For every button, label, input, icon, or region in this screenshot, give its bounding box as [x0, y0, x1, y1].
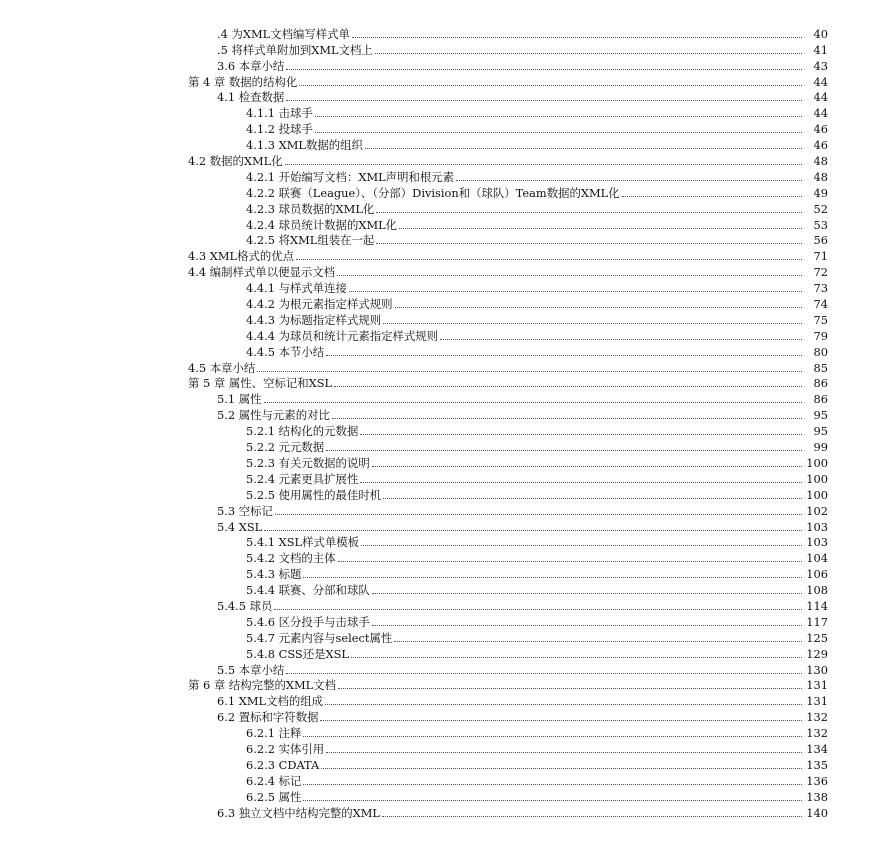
dot-leader — [334, 386, 802, 387]
toc-entry-page-number: 43 — [813, 58, 828, 73]
toc-entry — [0, 184, 870, 200]
toc-entry — [0, 740, 870, 756]
dot-leader — [315, 132, 802, 133]
toc-entry — [0, 597, 870, 613]
toc-entry — [0, 136, 870, 152]
dot-leader — [303, 736, 802, 737]
toc-entry-title: 6.3 独立文档中结构完整的XML — [217, 805, 380, 820]
toc-entry-title: 5.2.2 元元数据 — [246, 440, 325, 455]
toc-entry-page-number: 48 — [813, 169, 828, 184]
dot-leader — [622, 196, 802, 197]
dot-leader — [399, 228, 802, 229]
dot-leader — [383, 498, 802, 499]
dot-leader — [382, 816, 802, 817]
toc-entry — [0, 311, 870, 327]
toc-entry — [0, 454, 870, 470]
toc-entry-page-number: 48 — [813, 154, 828, 169]
dot-leader — [274, 609, 802, 610]
dot-leader — [286, 673, 802, 674]
toc-entry-title: 4.3 XML格式的优点 — [188, 249, 295, 264]
toc-entry — [0, 534, 870, 550]
toc-entry — [0, 89, 870, 105]
toc-entry-title: 5.2.4 元素更具扩展性 — [246, 471, 359, 486]
dot-leader — [326, 355, 802, 356]
toc-entry-title: 5.4.6 区分投手与击球手 — [246, 614, 370, 629]
toc-entry — [0, 200, 870, 216]
dot-leader — [325, 704, 802, 705]
dot-leader — [376, 243, 802, 244]
dot-leader — [372, 466, 802, 467]
toc-entry-page-number: 53 — [813, 217, 828, 232]
toc-entry-title: 4.1.3 XML数据的组织 — [246, 138, 363, 153]
toc-entry-title: 5.4.4 联赛、分部和球队 — [246, 583, 370, 598]
toc-entry-title: 5.4.8 CSS还是XSL — [246, 646, 349, 661]
toc-entry-title: 6.2.2 实体引用 — [246, 741, 325, 756]
toc-entry-page-number: 131 — [806, 694, 828, 709]
dot-leader — [456, 180, 802, 181]
toc-entry-page-number: 79 — [813, 328, 828, 343]
toc-entry — [0, 406, 870, 422]
toc-entry-page-number: 52 — [813, 201, 828, 216]
toc-entry-page-number: 44 — [813, 106, 828, 121]
dot-leader — [257, 371, 802, 372]
dot-leader — [303, 577, 802, 578]
toc-entry — [0, 168, 870, 184]
dot-leader — [264, 530, 802, 531]
toc-entry — [0, 375, 870, 391]
toc-entry-page-number: 103 — [806, 519, 828, 534]
toc-entry — [0, 661, 870, 677]
dot-leader — [299, 85, 802, 86]
toc-entry — [0, 57, 870, 73]
dot-leader — [303, 784, 802, 785]
dot-leader — [349, 291, 802, 292]
toc-entry-title: 5.2 属性与元素的对比 — [217, 408, 330, 423]
toc-entry-page-number: 75 — [813, 312, 828, 327]
toc-entry — [0, 295, 870, 311]
toc-entry-page-number: 44 — [813, 90, 828, 105]
toc-entry-title: 5.4.1 XSL样式单模板 — [246, 535, 360, 550]
toc-entry-title: 5.2.3 有关元数据的说明 — [246, 455, 370, 470]
dot-leader — [394, 641, 802, 642]
dot-leader — [286, 100, 802, 101]
toc-entry — [0, 549, 870, 565]
toc-entry — [0, 756, 870, 772]
toc-entry-page-number: 74 — [813, 297, 828, 312]
toc-entry-title: 5.1 属性 — [217, 392, 262, 407]
toc-entry — [0, 486, 870, 502]
toc-entry-title: 5.4.7 元素内容与select属性 — [246, 630, 393, 645]
toc-entry — [0, 788, 870, 804]
toc-entry — [0, 41, 870, 57]
toc-entry-page-number: 138 — [806, 789, 828, 804]
toc-entry — [0, 422, 870, 438]
toc-entry — [0, 263, 870, 279]
toc-entry-title: 4.2.5 将XML组装在一起 — [246, 233, 375, 248]
toc-entry — [0, 120, 870, 136]
toc-entry-title: 第 4 章 数据的结构化 — [188, 74, 298, 89]
toc-entry — [0, 247, 870, 263]
dot-leader — [372, 625, 802, 626]
dot-leader — [326, 752, 802, 753]
toc-entry-title: 4.4.1 与样式单连接 — [246, 281, 347, 296]
toc-entry-title: 4.4.4 为球员和统计元素指定样式规则 — [246, 328, 439, 343]
dot-leader — [296, 259, 802, 260]
toc-entry — [0, 359, 870, 375]
dot-leader — [372, 593, 802, 594]
toc-entry-page-number: 129 — [806, 646, 828, 661]
toc-entry-page-number: 102 — [806, 503, 828, 518]
toc-entry-page-number: 132 — [806, 726, 828, 741]
toc-entry-page-number: 41 — [813, 42, 828, 57]
toc-entry-page-number: 106 — [806, 567, 828, 582]
dot-leader — [361, 545, 802, 546]
toc-entry-page-number: 72 — [813, 265, 828, 280]
dot-leader — [326, 450, 802, 451]
toc-entry-title: 6.1 XML文档的组成 — [217, 694, 324, 709]
toc-entry-title: 4.2.1 开始编写文档：XML声明和根元素 — [246, 169, 455, 184]
toc-entry — [0, 25, 870, 41]
toc-entry-title: 6.2.1 注释 — [246, 726, 302, 741]
toc-entry-title: 6.2.3 CDATA — [246, 757, 320, 772]
toc-entry-page-number: 40 — [813, 26, 828, 41]
toc-entry — [0, 152, 870, 168]
toc-entry-page-number: 132 — [806, 710, 828, 725]
toc-entry — [0, 724, 870, 740]
dot-leader — [303, 800, 802, 801]
toc-entry — [0, 438, 870, 454]
toc-entry-page-number: 104 — [806, 551, 828, 566]
toc-entry-title: 5.4.2 文档的主体 — [246, 551, 336, 566]
toc-entry — [0, 581, 870, 597]
dot-leader — [285, 164, 802, 165]
toc-entry-title: 5.4.5 球员 — [217, 598, 273, 613]
dot-leader — [360, 434, 802, 435]
toc-entry-title: 4.4.3 为标题指定样式规则 — [246, 312, 382, 327]
toc-entry-title: 4.2 数据的XML化 — [188, 154, 283, 169]
toc-entry — [0, 645, 870, 661]
dot-leader — [360, 482, 802, 483]
toc-entry-title: 4.1.2 投球手 — [246, 122, 313, 137]
toc-entry-title: 4.4 编制样式单以便显示文档 — [188, 265, 336, 280]
toc-entry — [0, 232, 870, 248]
toc-entry-page-number: 46 — [813, 122, 828, 137]
dot-leader — [332, 418, 802, 419]
toc-entry — [0, 613, 870, 629]
toc-entry-title: 4.4.2 为根元素指定样式规则 — [246, 297, 393, 312]
toc-entry-page-number: 134 — [806, 741, 828, 756]
toc-entry-title: 第 5 章 属性、空标记和XSL — [188, 376, 333, 391]
toc-entry — [0, 279, 870, 295]
table-of-contents — [0, 25, 870, 820]
toc-entry-title: 4.1 检查数据 — [217, 90, 285, 105]
toc-entry — [0, 772, 870, 788]
toc-entry — [0, 502, 870, 518]
toc-entry-page-number: 135 — [806, 757, 828, 772]
dot-leader — [440, 339, 802, 340]
toc-entry-title: 6.2 置标和字符数据 — [217, 710, 319, 725]
toc-entry-page-number: 95 — [813, 424, 828, 439]
toc-entry-title: 5.2.5 使用属性的最佳时机 — [246, 487, 382, 502]
toc-entry-title: 6.2.4 标记 — [246, 773, 302, 788]
dot-leader — [315, 116, 802, 117]
toc-entry-title: 4.1.1 击球手 — [246, 106, 313, 121]
dot-leader — [365, 148, 802, 149]
toc-entry-title: 第 6 章 结构完整的XML文档 — [188, 678, 336, 693]
toc-entry-page-number: 46 — [813, 138, 828, 153]
dot-leader — [376, 212, 802, 213]
toc-entry-title: 3.6 本章小结 — [217, 58, 285, 73]
toc-entry — [0, 104, 870, 120]
toc-entry-page-number: 100 — [806, 487, 828, 502]
toc-entry-title: 5.3 空标记 — [217, 503, 273, 518]
toc-entry-title: 6.2.5 属性 — [246, 789, 302, 804]
toc-entry-page-number: 130 — [806, 662, 828, 677]
toc-entry-title: .4 为XML文档编写样式单 — [217, 26, 350, 41]
toc-entry — [0, 692, 870, 708]
toc-entry-page-number: 44 — [813, 74, 828, 89]
toc-entry — [0, 629, 870, 645]
dot-leader — [383, 323, 802, 324]
toc-entry — [0, 708, 870, 724]
toc-entry-title: 4.2.4 球员统计数据的XML化 — [246, 217, 398, 232]
dot-leader — [395, 307, 802, 308]
toc-entry-page-number: 100 — [806, 455, 828, 470]
toc-entry-page-number: 95 — [813, 408, 828, 423]
dot-leader — [375, 53, 802, 54]
dot-leader — [338, 561, 802, 562]
toc-entry-page-number: 100 — [806, 471, 828, 486]
toc-entry-page-number: 71 — [813, 249, 828, 264]
toc-entry — [0, 518, 870, 534]
toc-entry-page-number: 56 — [813, 233, 828, 248]
toc-entry-page-number: 49 — [813, 185, 828, 200]
toc-entry-title: .5 将样式单附加到XML文档上 — [217, 42, 373, 57]
toc-entry-page-number: 131 — [806, 678, 828, 693]
toc-entry-page-number: 108 — [806, 583, 828, 598]
dot-leader — [338, 688, 802, 689]
toc-entry — [0, 804, 870, 820]
toc-entry-title: 4.4.5 本节小结 — [246, 344, 325, 359]
toc-entry — [0, 327, 870, 343]
toc-entry — [0, 216, 870, 232]
toc-entry-page-number: 73 — [813, 281, 828, 296]
toc-entry-title: 5.4 XSL — [217, 519, 263, 534]
toc-entry-page-number: 103 — [806, 535, 828, 550]
toc-entry — [0, 73, 870, 89]
toc-entry-page-number: 85 — [813, 360, 828, 375]
toc-entry — [0, 343, 870, 359]
dot-leader — [320, 720, 802, 721]
toc-entry-title: 5.4.3 标题 — [246, 567, 302, 582]
toc-entry-page-number: 117 — [806, 614, 828, 629]
toc-entry — [0, 390, 870, 406]
toc-entry-page-number: 114 — [806, 598, 828, 613]
dot-leader — [275, 514, 802, 515]
toc-entry-page-number: 80 — [813, 344, 828, 359]
toc-entry-page-number: 136 — [806, 773, 828, 788]
toc-entry-title: 5.2.1 结构化的元数据 — [246, 424, 359, 439]
toc-entry-title: 4.2.2 联赛（League）、（分部）Division和（球队）Team数据的XML化 — [246, 185, 620, 200]
toc-entry-page-number: 86 — [813, 392, 828, 407]
dot-leader — [264, 402, 802, 403]
toc-entry — [0, 677, 870, 693]
toc-entry-page-number: 99 — [813, 440, 828, 455]
dot-leader — [337, 275, 802, 276]
toc-entry-title: 4.2.3 球员数据的XML化 — [246, 201, 375, 216]
dot-leader — [321, 768, 802, 769]
toc-entry — [0, 565, 870, 581]
dot-leader — [352, 37, 802, 38]
toc-entry-page-number: 140 — [806, 805, 828, 820]
toc-entry-page-number: 125 — [806, 630, 828, 645]
dot-leader — [351, 657, 802, 658]
toc-entry-title: 5.5 本章小结 — [217, 662, 285, 677]
toc-entry — [0, 470, 870, 486]
toc-entry-title: 4.5 本章小结 — [188, 360, 256, 375]
toc-entry-page-number: 86 — [813, 376, 828, 391]
dot-leader — [286, 69, 802, 70]
